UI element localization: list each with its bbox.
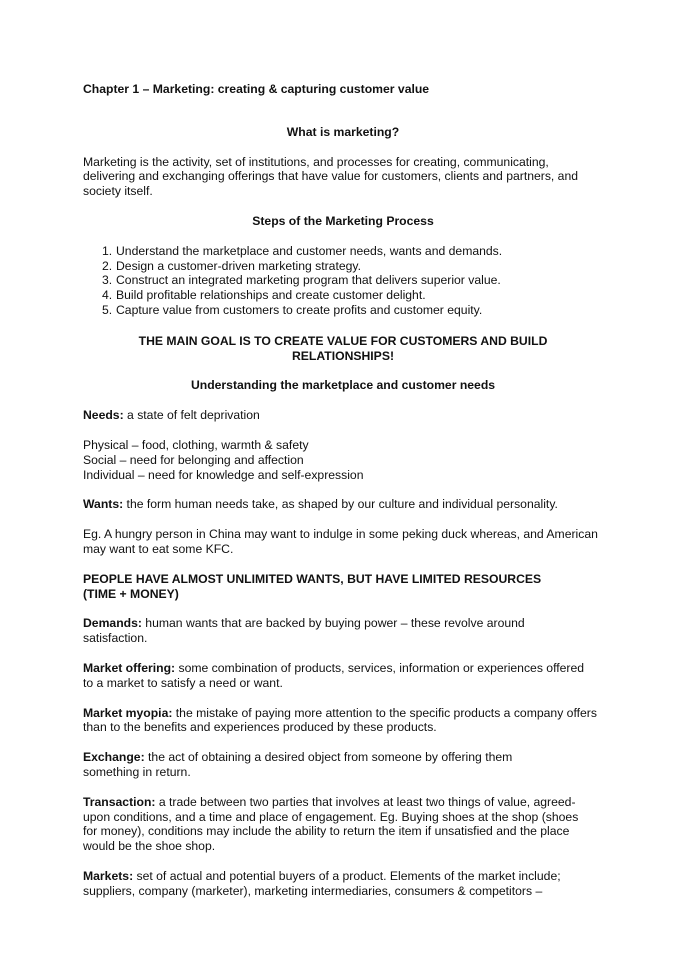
unlimited-wants-statement: PEOPLE HAVE ALMOST UNLIMITED WANTS, BUT HAVE LIMITED RESOURCES (TIME + MONEY): [83, 571, 542, 601]
definition-paragraph: [83, 869, 598, 899]
definition-term: Demands:: [83, 616, 142, 631]
steps-heading: Steps of the Marketing Process: [252, 213, 434, 228]
definition-term: Markets:: [83, 868, 134, 883]
chapter-title: Chapter 1 – Marketing: creating & capturing customer value: [83, 82, 430, 96]
definition-text: some combination of products, services, information or experiences offered to a market to satisfy a need or want.: [83, 660, 585, 690]
needs-text: a state of felt deprivation: [123, 408, 260, 423]
definition-term: Transaction:: [83, 794, 156, 809]
what-is-marketing-heading: What is marketing?: [286, 124, 400, 139]
step-text: Capture value from customers to create profits and customer equity.: [116, 302, 483, 317]
understanding-heading: Understanding the marketplace and customer needs: [190, 378, 496, 393]
definition-paragraph: [83, 616, 548, 646]
steps-list: [83, 244, 603, 318]
definition-term: Market offering:: [83, 660, 176, 675]
definition-paragraph: [83, 750, 543, 780]
wants-text: the form human needs take, as shaped by our culture and individual personality.: [123, 497, 558, 512]
step-number: 5.: [102, 302, 113, 317]
definition-text: the act of obtaining a desired object from someone by offering them something in return.: [83, 750, 513, 779]
step-number: 4.: [102, 288, 113, 303]
step-item: [83, 273, 603, 288]
wants-example: Eg. A hungry person in China may want to indulge in some peking duck whereas, and American may want to eat some KFC.: [83, 527, 598, 556]
definition-paragraph: [83, 706, 603, 736]
wants-term: Wants:: [83, 497, 124, 512]
wants-definition: [83, 497, 603, 512]
definition-term: Market myopia:: [83, 705, 173, 720]
step-item: [83, 244, 603, 259]
definition-paragraph: [83, 795, 583, 854]
needs-term: Needs:: [83, 408, 124, 423]
needs-definition: [83, 408, 603, 423]
step-number: 3.: [102, 273, 113, 288]
definition-text: human wants that are backed by buying power – these revolve around satisfaction.: [83, 616, 525, 646]
step-text: Construct an integrated marketing program that delivers superior value.: [116, 273, 501, 288]
need-type-item: Social – need for belonging and affection: [83, 452, 304, 467]
definition-text: set of actual and potential buyers of a product. Elements of the market include; suppliers, company (marketer), marketing intermediaries, consumers & competitors –: [83, 868, 561, 898]
main-goal-statement: THE MAIN GOAL IS TO CREATE VALUE FOR CUSTOMERS AND BUILD RELATIONSHIPS!: [138, 333, 548, 363]
step-text: Design a customer-driven marketing strategy.: [116, 258, 361, 273]
step-item: [83, 303, 603, 318]
need-type-item: Individual – need for knowledge and self-expression: [83, 467, 364, 482]
definition-text: the mistake of paying more attention to the specific products a company offers than to the benefits and experiences produced by these products.: [83, 705, 597, 735]
step-item: [83, 259, 603, 274]
step-number: 2.: [102, 258, 113, 273]
definition-paragraph: [83, 661, 593, 691]
document-content: [83, 82, 603, 898]
step-text: Build profitable relationships and create customer delight.: [116, 288, 426, 303]
step-text: Understand the marketplace and customer needs, wants and demands.: [116, 243, 503, 258]
definition-text: a trade between two parties that involves at least two things of value, agreed-upon conditions, and a time and place of engagement. Eg. Buying shoes at the shop (shoes for money), conditions may include the ability to return the item if unsatisfied and the place would be the shoe shop.: [83, 794, 579, 854]
marketing-definition: Marketing is the activity, set of institutions, and processes for creating, communicating, delivering and exchanging offerings that have value for customers, clients and partners, and society itself.: [83, 154, 579, 199]
need-types-list: [83, 438, 603, 482]
definition-term: Exchange:: [83, 750, 145, 765]
step-number: 1.: [102, 243, 113, 258]
step-item: [83, 288, 603, 303]
need-type-item: Physical – food, clothing, warmth & safety: [83, 437, 309, 452]
